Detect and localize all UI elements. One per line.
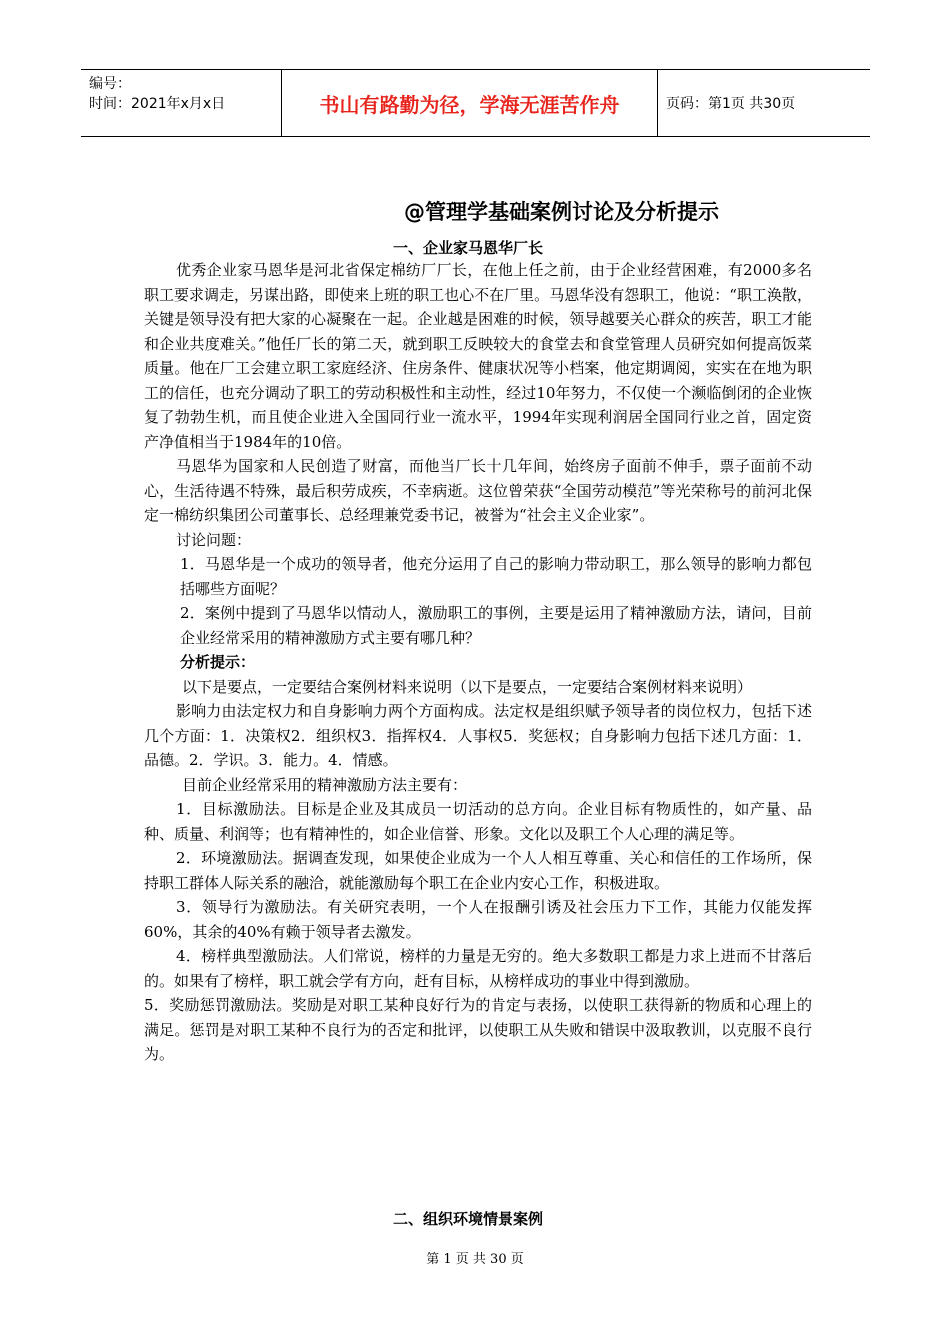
header-meta	[81, 70, 281, 136]
serial-label: 编号：	[89, 76, 131, 92]
section-title-2: 二、组织环境情景案例	[393, 1210, 544, 1228]
paragraph: 目前企业经常采用的精神激励方法主要有：	[182, 775, 468, 794]
document-title: @管理学基础案例讨论及分析提示	[404, 200, 719, 224]
analysis-label: 分析提示：	[180, 653, 256, 671]
discussion-label: 讨论问题：	[176, 530, 252, 549]
list-item: 5．奖励惩罚激励法。奖励是对职工某种良好行为的肯定与表扬，以使职工获得新的物质和心理上的满足。惩罚是对职工某种不良行为的否定和批评，以使职工从失败和错误中汲取教训，以克服不良行为。	[144, 996, 812, 1063]
paragraph: 优秀企业家马恩华是河北省保定棉纺厂厂长，在他上任之前，由于企业经营困难，有2000多名职工要求调走，另谋出路，即使来上班的职工也心不在厂里。马恩华没有怨职工，他说：“职工涣散，关键是领导没有把大家的心凝聚在一起。企业越是困难的时候，领导越要关心群众的疾苦，职工才能和企业共度难关。”他任厂长的第二天，就到职工反映较大的食堂去和食堂管理人员研究如何提高饭菜质量。他在厂工会建立职工家庭经济、住房条件、健康状况等小档案，他定期调阅，实实在在地为职工的信任，也充分调动了职工的劳动积极性和主动性，经过10年努力，不仅使一个濒临倒闭的企业恢复了勃勃生机，而且使企业进入全国同行业一流水平，1994年实现利润居全国同行业之首，固定资产净值相当于1984年的10倍。	[144, 261, 812, 451]
list-item: 3．领导行为激励法。有关研究表明，一个人在报酬引诱及社会压力下工作，其能力仅能发挥60%，其余的40%有赖于领导者去激发。	[144, 898, 812, 941]
paragraph: 马恩华为国家和人民创造了财富，而他当厂长十几年间，始终房子面前不伸手，票子面前不动心，生活待遇不特殊，最后积劳成疾，不幸病逝。这位曾荣获“全国劳动模范”等光荣称号的前河北保定一棉纺织集团公司董事长、总经理兼党委书记，被誉为“社会主义企业家”。	[144, 457, 812, 524]
list-item: 2．环境激励法。据调查发现，如果使企业成为一个人人相互尊重、关心和信任的工作场所，保持职工群体人际关系的融洽，就能激励每个职工在企业内安心工作，积极进取。	[144, 849, 812, 892]
date-label: 时间：2021年x月x日	[89, 96, 226, 112]
question-item: 2．案例中提到了马恩华以情动人，激励职工的事例，主要是运用了精神激励方法，请问，目前企业经常采用的精神激励方式主要有哪几种？	[180, 604, 812, 647]
paragraph: 以下是要点，一定要结合案例材料来说明（以下是要点，一定要结合案例材料来说明）	[182, 677, 753, 696]
document-body	[144, 258, 812, 1067]
header-page-label: 页码：第1页 共30页	[666, 96, 796, 112]
paragraph: 影响力由法定权力和自身影响力两个方面构成。法定权是组织赋予领导者的岗位权力，包括下述几个方面：1．决策权2．组织权3．指挥权4．人事权5．奖惩权；自身影响力包括下述几方面：1．品德。2．学识。3．能力。4．情感。	[144, 702, 812, 769]
list-item: 1．目标激励法。目标是企业及其成员一切活动的总方向。企业目标有物质性的，如产量、品种、质量、利润等；也有精神性的，如企业信誉、形象。文化以及职工个人心理的满足等。	[144, 800, 812, 843]
question-item: 1．马恩华是一个成功的领导者，他充分运用了自己的影响力带动职工，那么领导的影响力都包括哪些方面呢？	[180, 555, 812, 598]
section-title-1: 一、企业家马恩华厂长	[393, 239, 544, 257]
list-item: 4．榜样典型激励法。人们常说，榜样的力量是无穷的。绝大多数职工都是力求上进而不甘落后的。如果有了榜样，职工就会学有方向，赶有目标，从榜样成功的事业中得到激励。	[144, 947, 812, 990]
page-footer: 第 1 页 共 30 页	[426, 1252, 524, 1267]
page-header	[81, 69, 870, 137]
header-motto: 书山有路勤为径，学海无涯苦作舟	[281, 70, 658, 136]
